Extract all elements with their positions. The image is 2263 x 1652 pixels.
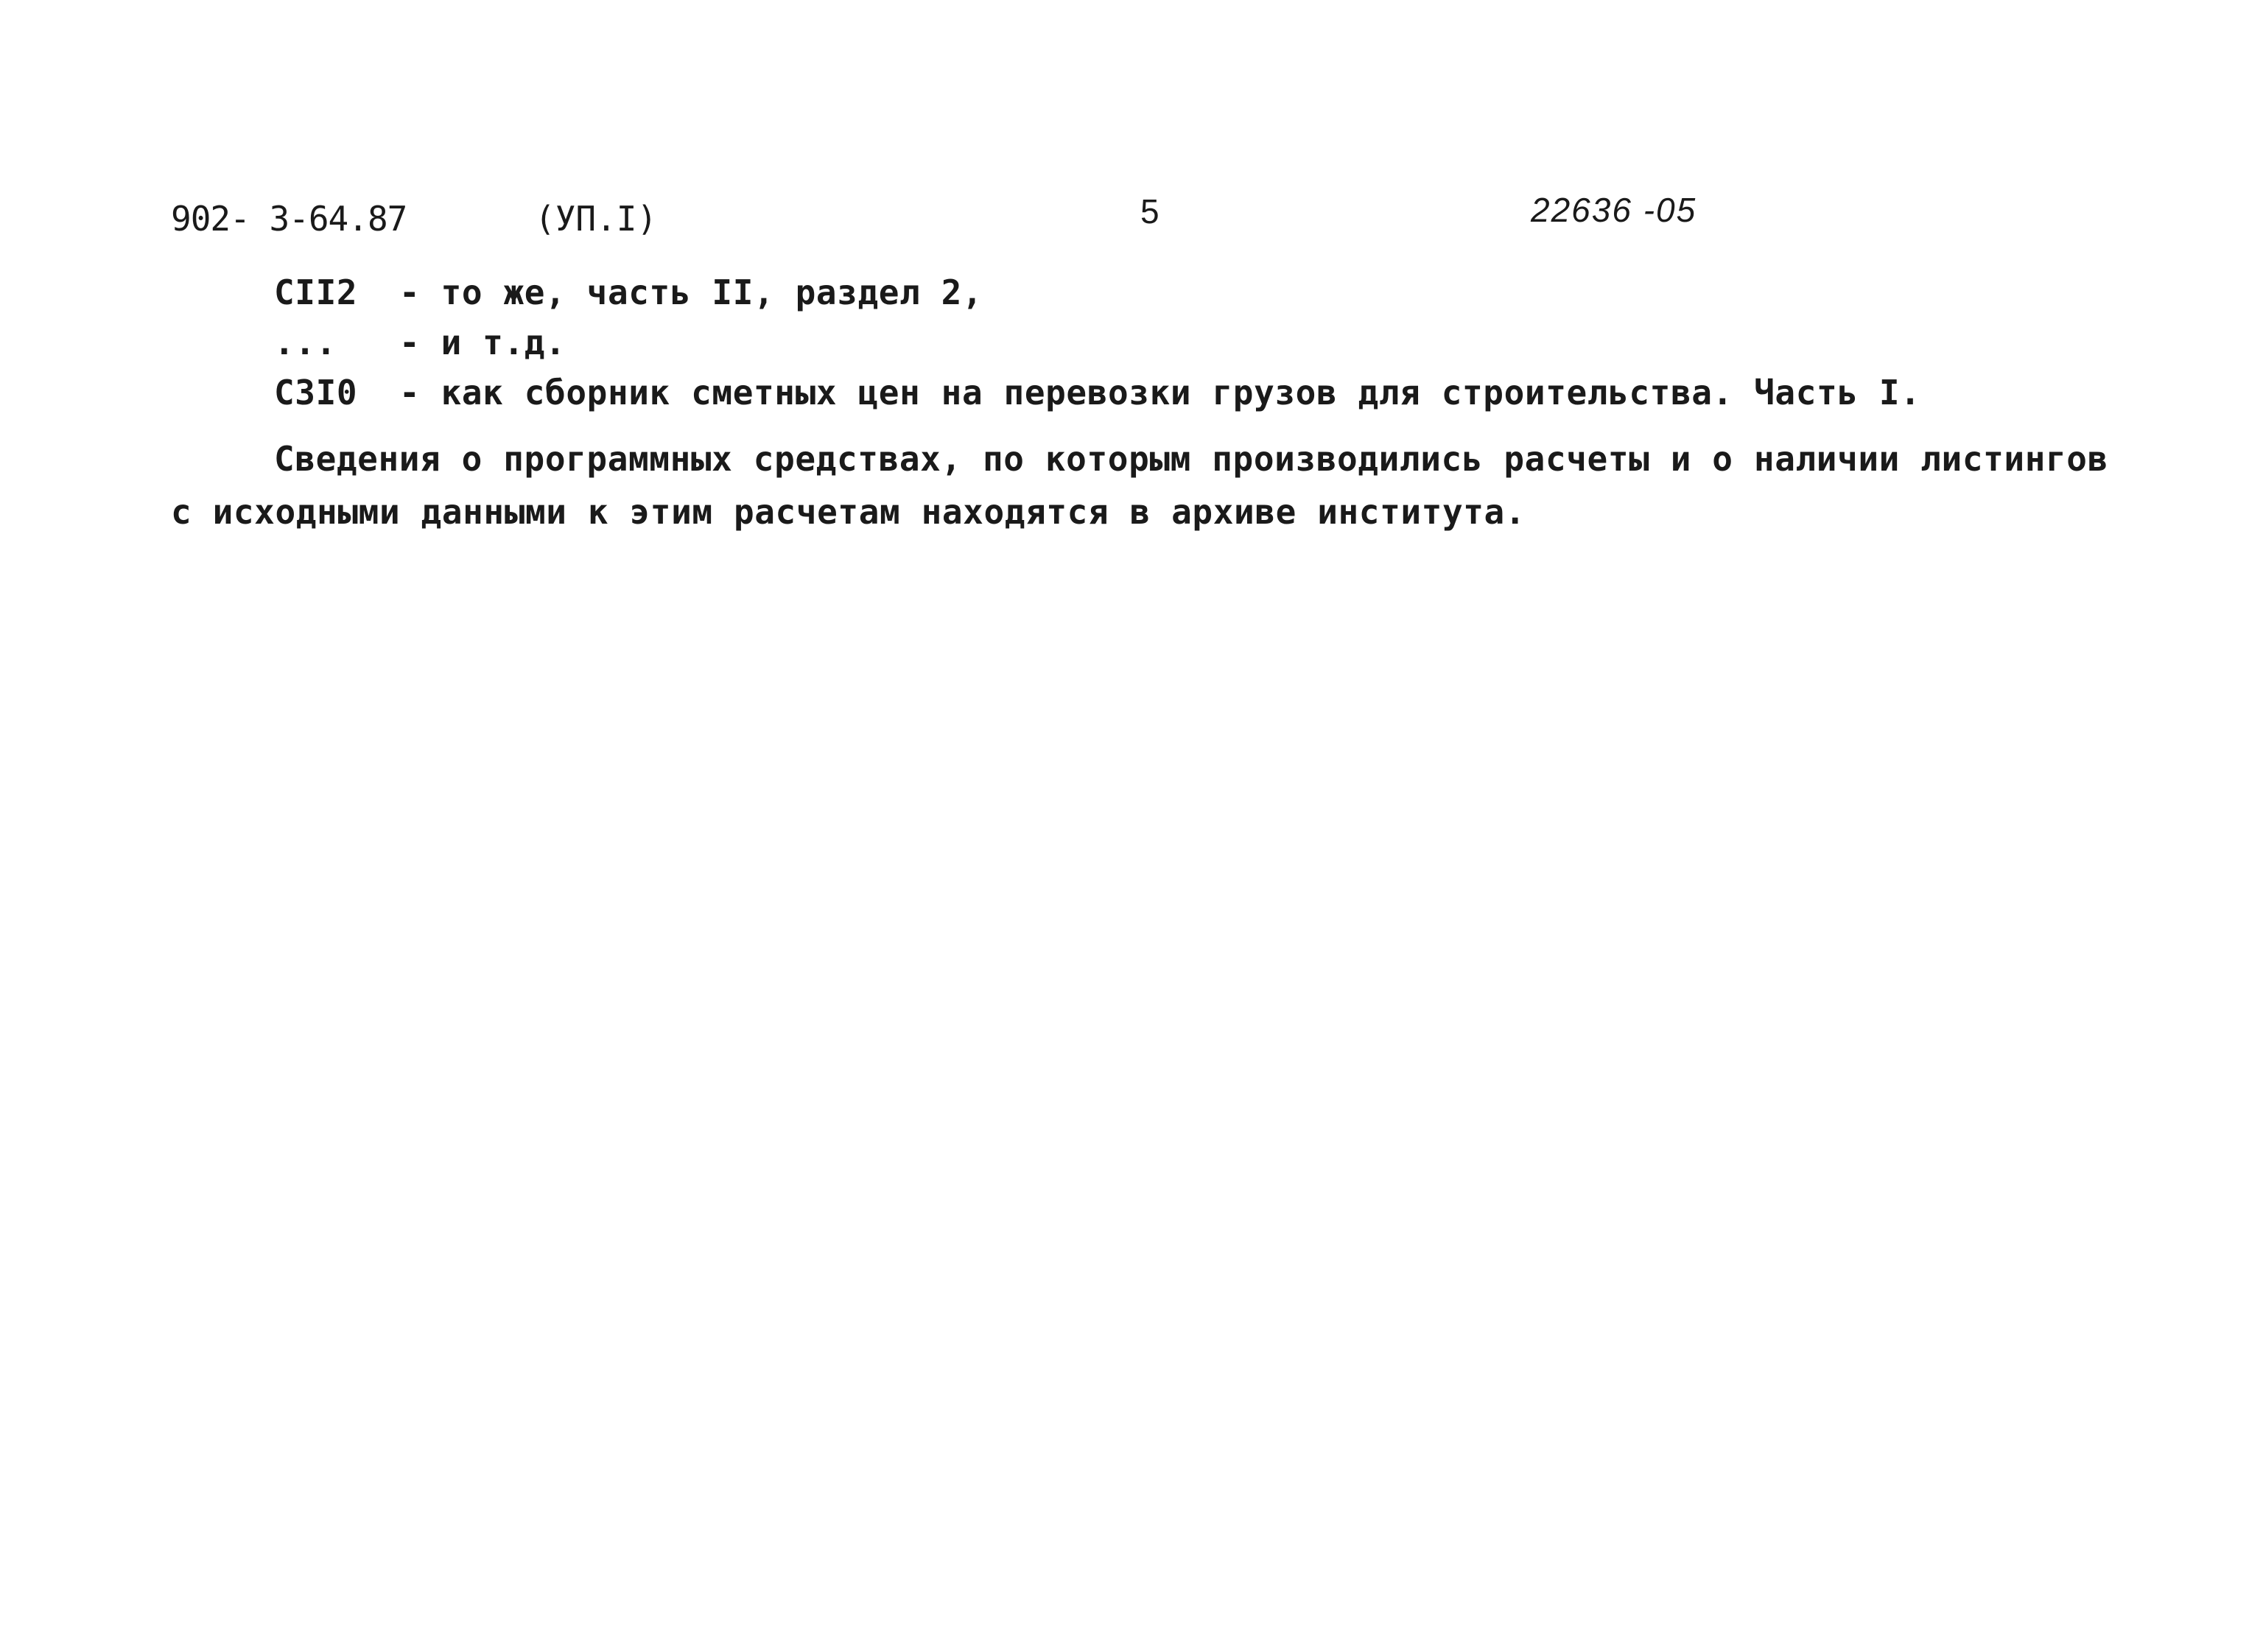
abbreviation-line [274,323,566,362]
abbreviation-code: C3I0 [274,373,358,412]
abbreviation-code: ... [274,323,337,362]
abbreviation-text: - и т.д. [399,323,566,362]
abbreviation-line [274,273,983,312]
page-number: 5 [1140,192,1159,231]
abbreviation-text: - то же, часть II, раздел 2, [399,273,983,312]
sheet-code: 22636 -05 [1531,191,1697,229]
abbreviation-text: - как сборник сметных цен на перевозки грузов для строительства. Часть I. [399,373,1921,412]
paragraph-line-1: Сведения о программных средствах, по которым производились расчеты и о наличии листингов [274,439,2108,479]
abbreviation-code: CII2 [274,273,358,312]
abbreviation-line [274,373,1921,412]
paragraph-line-2: с исходными данными к этим расчетам находятся в архиве института. [171,492,1526,532]
document-code: 902- 3-64.87 [171,199,407,239]
document-part: (УП.I) [535,199,658,239]
